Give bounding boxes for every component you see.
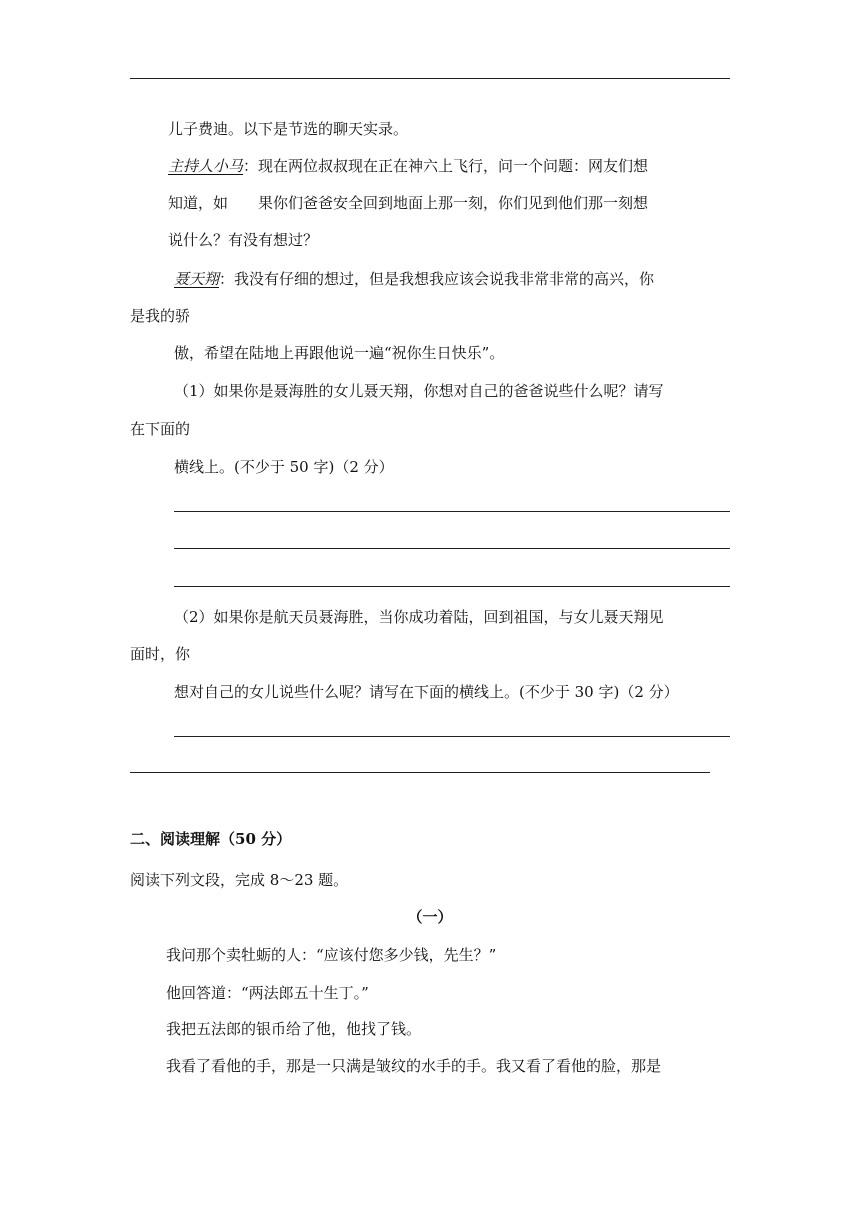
section-divider [130,772,710,773]
nie-line-2: 是我的骄 [130,307,191,325]
part-title: （一） [407,908,453,926]
question-1-line-2: 在下面的 [130,420,191,438]
top-rule [130,78,730,79]
answer-line-2[interactable] [174,548,730,549]
passage-paragraph-2: 他回答道：“两法郎五十生丁。” [166,984,369,1002]
dialogue-intro: 儿子费迪。以下是节选的聊天实录。 [168,120,409,138]
question-2-line-2: 面时，你 [130,645,191,663]
answer-line-3[interactable] [174,586,730,587]
question-1-line-3: 横线上。(不少于 50 字)（2 分） [174,458,394,476]
nie-line-3: 傲，希望在陆地上再跟他说一遍“祝你生日快乐”。 [174,344,505,362]
passage-paragraph-1: 我问那个卖牡蛎的人：“应该付您多少钱，先生？” [166,946,497,964]
passage-paragraph-3: 我把五法郎的银币给了他，他找了钱。 [166,1020,422,1038]
question-2-line-1: （2）如果你是航天员聂海胜，当你成功着陆，回到祖国，与女儿聂天翔见 [174,608,664,626]
host-line-2: 知道，如 果你们爸爸安全回到地面上那一刻，你们见到他们那一刻想 [168,194,649,212]
host-speaker-name: 主持人小马 [168,157,244,175]
nie-text-1: ：我没有仔细的想过，但是我想我应该会说我非常非常的高兴，你 [219,270,655,288]
question-2-line-3: 想对自己的女儿说些什么呢？请写在下面的横线上。(不少于 30 字)（2 分） [174,683,679,701]
answer-line-4[interactable] [174,736,730,737]
section-heading: 二、阅读理解（50 分） [130,830,292,848]
nie-line-1 [174,268,654,290]
host-text-1: ：现在两位叔叔现在正在神六上飞行，问一个问题：网友们想 [243,157,649,175]
host-line-3: 说什么？有没有想过？ [168,231,319,249]
section-instruction: 阅读下列文段，完成 8～23 题。 [130,871,349,889]
question-1-line-1: （1）如果你是聂海胜的女儿聂天翔，你想对自己的爸爸说些什么呢？请写 [174,382,664,400]
nie-speaker-name: 聂天翔 [174,270,220,288]
passage-paragraph-4: 我看了看他的手，那是一只满是皱纹的水手的手。我又看了看他的脸，那是 [166,1057,662,1075]
answer-line-1[interactable] [174,511,730,512]
host-line-1 [168,155,648,177]
